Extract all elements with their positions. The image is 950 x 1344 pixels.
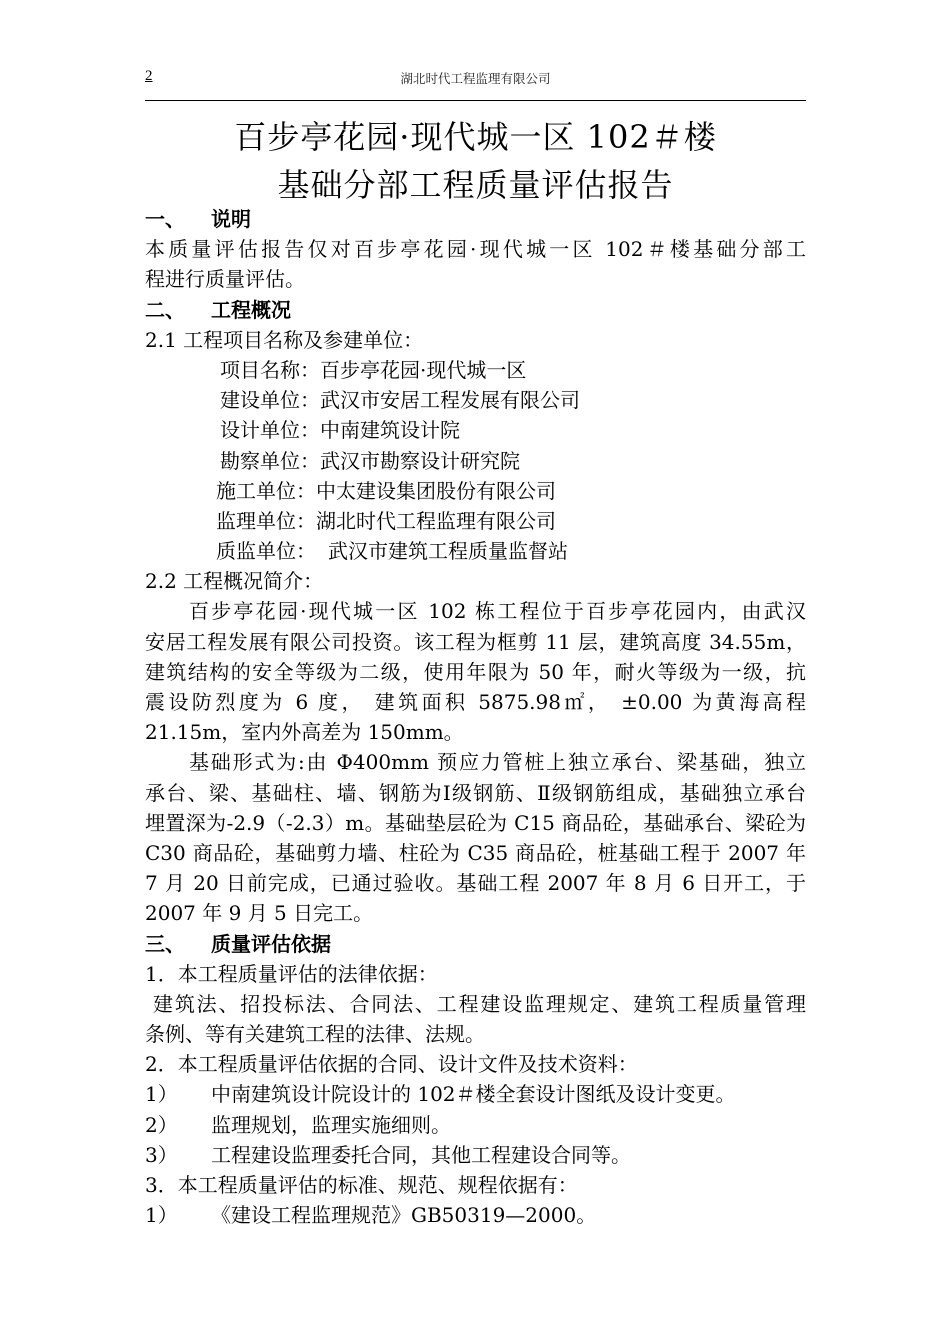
unit-quality-supervision bbox=[145, 536, 806, 566]
section1-paragraph-line2: 程进行质量评估。 bbox=[145, 267, 305, 292]
page-header bbox=[145, 66, 806, 101]
foundation-para-line6: 2007 年 9 月 5 日完工。 bbox=[145, 901, 374, 926]
basis-item1-text-line1: 建筑法、招投标法、合同法、工程建设监理规定、建筑工程质量管理 bbox=[153, 991, 806, 1016]
foundation-para-line4: C30 商品砼，基础剪力墙、柱砼为 C35 商品砼，桩基础工程于 2007 年 bbox=[145, 840, 806, 865]
basis-item3-heading: 3．本工程质量评估的标准、规范、规程依据有： bbox=[145, 1173, 578, 1197]
overview-para1-line3: 建筑结构的安全等级为二级，使用年限为 50 年，耐火等级为一级，抗 bbox=[145, 659, 806, 684]
unit-project-name: 项目名称：百步亭花园·现代城一区 bbox=[220, 357, 527, 382]
section1-heading bbox=[145, 204, 806, 234]
foundation-para-line2: 承台、梁、基础柱、墙、钢筋为Ⅰ级钢筋、Ⅱ级钢筋组成，基础独立承台 bbox=[145, 780, 806, 805]
document-body bbox=[145, 204, 806, 1230]
section2-number: 二、 bbox=[145, 297, 185, 322]
overview-para1-line4: 震设防烈度为 6 度， 建筑面积 5875.98㎡， ±0.00 为黄海高程 bbox=[145, 690, 806, 714]
section1-number: 一、 bbox=[145, 207, 185, 231]
list-text: 《建设工程监理规范》GB50319—2000。 bbox=[211, 1203, 597, 1228]
foundation-para-line1: 基础形式为:由 Φ400mm 预应力管桩上独立承台、梁基础，独立 bbox=[189, 750, 806, 775]
basis-item3-list-item bbox=[145, 1200, 806, 1230]
basis-item1-heading: 1．本工程质量评估的法律依据： bbox=[145, 961, 438, 986]
section3-title: 质量评估依据 bbox=[211, 931, 331, 956]
unit-quality-value: 武汉市建筑工程质量监督站 bbox=[328, 539, 568, 564]
section1-paragraph-line1: 本质量评估报告仅对百步亭花园·现代城一区 102＃楼基础分部工 bbox=[145, 237, 806, 262]
list-number: 1） bbox=[145, 1082, 178, 1107]
unit-design: 设计单位：中南建筑设计院 bbox=[220, 418, 460, 443]
section1-title: 说明 bbox=[211, 207, 251, 231]
unit-contractor: 施工单位：中太建设集团股份有限公司 bbox=[216, 478, 556, 503]
basis-item2-list-item bbox=[145, 1079, 806, 1109]
unit-survey: 勘察单位：武汉市勘察设计研究院 bbox=[220, 448, 520, 473]
list-text: 监理规划，监理实施细则。 bbox=[211, 1112, 451, 1137]
section3-number: 三、 bbox=[145, 931, 185, 956]
list-text: 工程建设监理委托合同，其他工程建设合同等。 bbox=[211, 1142, 631, 1167]
list-number: 3） bbox=[145, 1142, 178, 1167]
document-title-line2: 基础分部工程质量评估报告 bbox=[277, 166, 674, 204]
page-number: 2 bbox=[145, 68, 153, 84]
document-title-line1: 百步亭花园·现代城一区 102＃楼 bbox=[234, 118, 717, 156]
unit-construction-owner: 建设单位：武汉市安居工程发展有限公司 bbox=[220, 388, 580, 413]
subsection-2-1-heading: 2.1 工程项目名称及参建单位： bbox=[145, 327, 424, 352]
basis-item2-list-item bbox=[145, 1140, 806, 1170]
overview-para1-line5: 21.15m，室内外高差为 150mm。 bbox=[145, 720, 464, 745]
section2-title: 工程概况 bbox=[211, 297, 291, 322]
unit-quality-label: 质监单位： bbox=[216, 539, 316, 564]
basis-item2-list-item bbox=[145, 1110, 806, 1140]
subsection-2-2-heading: 2.2 工程概况简介： bbox=[145, 569, 324, 594]
foundation-para-line3: 埋置深为-2.9（-2.3）m。基础垫层砼为 C15 商品砼，基础承台、梁砼为 bbox=[145, 810, 806, 835]
list-number: 2） bbox=[145, 1112, 178, 1137]
section2-heading bbox=[145, 295, 806, 325]
overview-para1-line1: 百步亭花园·现代城一区 102 栋工程位于百步亭花园内，由武汉 bbox=[189, 599, 806, 624]
list-number: 1） bbox=[145, 1203, 178, 1228]
foundation-para-line5: 7 月 20 日前完成，已通过验收。基础工程 2007 年 8 月 6 日开工，于 bbox=[145, 871, 806, 896]
overview-para1-line2: 安居工程发展有限公司投资。该工程为框剪 11 层，建筑高度 34.55m， bbox=[145, 629, 806, 654]
basis-item1-text-line2: 条例、等有关建筑工程的法律、法规。 bbox=[145, 1022, 485, 1047]
list-text: 中南建筑设计院设计的 102＃楼全套设计图纸及设计变更。 bbox=[211, 1082, 736, 1107]
unit-supervision: 监理单位：湖北时代工程监理有限公司 bbox=[216, 508, 556, 533]
header-company-name: 湖北时代工程监理有限公司 bbox=[400, 71, 551, 86]
basis-item2-heading: 2．本工程质量评估依据的合同、设计文件及技术资料： bbox=[145, 1052, 638, 1077]
section3-heading bbox=[145, 929, 806, 959]
